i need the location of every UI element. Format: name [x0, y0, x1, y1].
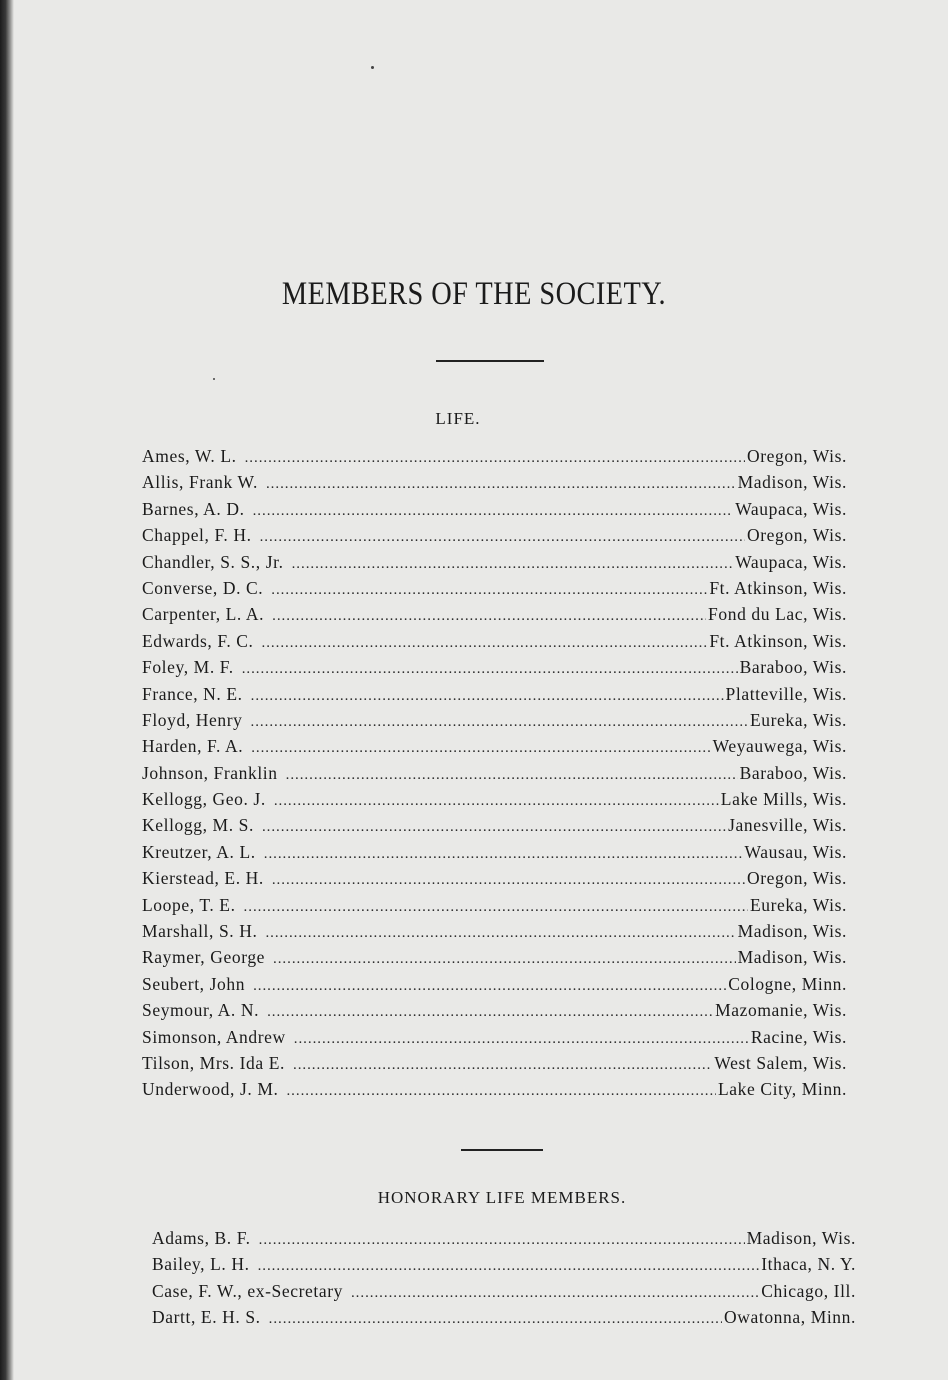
member-entry [142, 789, 847, 815]
dot-leader [264, 846, 743, 863]
member-place: Cologne, Minn. [728, 973, 847, 994]
member-entry [142, 525, 847, 551]
member-name: Loope, T. E. [142, 894, 236, 915]
member-name: Case, F. W., ex-Secretary [152, 1280, 343, 1301]
member-place: Oregon, Wis. [747, 868, 847, 889]
dot-leader [251, 740, 710, 757]
dot-leader [286, 1083, 716, 1100]
member-name: Edwards, F. C. [142, 630, 254, 651]
title-divider [436, 360, 544, 362]
member-entry [142, 815, 847, 841]
member-name: Seubert, John [142, 973, 246, 994]
member-entry [142, 499, 847, 525]
section-divider [461, 1149, 543, 1151]
member-entry [142, 578, 847, 604]
member-name: Kellogg, M. S. [142, 815, 254, 836]
member-name: Raymer, George [142, 947, 266, 968]
dot-leader [260, 529, 745, 546]
member-place: West Salem, Wis. [714, 1052, 847, 1073]
dot-leader [242, 661, 738, 678]
member-place: Baraboo, Wis. [739, 657, 847, 678]
member-place: Madison, Wis. [746, 1228, 856, 1248]
member-place: Madison, Wis. [737, 921, 847, 942]
member-place: Oregon, Wis. [747, 446, 847, 466]
dot-leader [269, 1311, 722, 1328]
member-name: Kierstead, E. H. [142, 868, 264, 889]
member-entry [142, 710, 847, 736]
dot-leader [244, 899, 748, 916]
print-speck [213, 378, 215, 380]
member-entry [142, 868, 847, 894]
dot-leader [272, 872, 745, 889]
dot-leader [267, 1004, 713, 1021]
member-entry [142, 684, 847, 710]
member-entry [142, 472, 847, 498]
dot-leader [294, 1031, 749, 1048]
member-entry [142, 446, 847, 472]
member-name: Underwood, J. M. [142, 1079, 279, 1100]
dot-leader [245, 450, 745, 467]
member-name: Marshall, S. H. [142, 921, 258, 942]
member-place: Lake Mills, Wis. [720, 789, 847, 810]
dot-leader [273, 951, 736, 968]
dot-leader [265, 925, 735, 942]
member-place: Eureka, Wis. [749, 709, 847, 730]
dot-leader [259, 1232, 745, 1249]
member-name: Chandler, S. S., Jr. [142, 551, 284, 572]
member-place: Ft. Atkinson, Wis. [709, 630, 847, 651]
member-place: Mazomanie, Wis. [715, 1000, 847, 1021]
dot-leader [251, 714, 748, 731]
member-entry [142, 895, 847, 921]
member-name: Converse, D. C. [142, 577, 264, 598]
member-name: Ames, W. L. [142, 446, 237, 466]
member-entry [142, 552, 847, 578]
member-entry [142, 974, 847, 1000]
member-place: Fond du Lac, Wis. [708, 604, 847, 625]
dot-leader [251, 688, 724, 705]
member-name: Johnson, Franklin [142, 762, 278, 783]
member-name: Allis, Frank W. [142, 472, 258, 493]
dot-leader [266, 476, 736, 493]
dot-leader [286, 767, 738, 784]
dot-leader [262, 635, 708, 652]
member-name: Tilson, Mrs. Ida E. [142, 1052, 285, 1073]
member-place: Madison, Wis. [737, 947, 847, 968]
member-entry [142, 921, 847, 947]
member-name: Kellogg, Geo. J. [142, 789, 266, 810]
member-entry [142, 736, 847, 762]
member-name: Kreutzer, A. L. [142, 841, 256, 862]
member-place: Eureka, Wis. [749, 894, 847, 915]
member-entry [142, 1053, 847, 1079]
member-name: Chappel, F. H. [142, 525, 252, 546]
member-name: Foley, M. F. [142, 657, 234, 678]
member-name: Seymour, A. N. [142, 1000, 260, 1021]
member-entry [142, 604, 847, 630]
section-heading-honorary: HONORARY LIFE MEMBERS. [377, 1188, 627, 1207]
print-speck [371, 66, 374, 69]
section-heading-life: LIFE. [435, 409, 481, 428]
dot-leader [351, 1285, 759, 1302]
member-place: Platteville, Wis. [725, 683, 847, 704]
dot-leader [253, 503, 734, 520]
member-name: Harden, F. A. [142, 736, 244, 757]
member-name: Simonson, Andrew [142, 1026, 286, 1047]
member-place: Racine, Wis. [750, 1026, 847, 1047]
member-place: Ithaca, N. Y. [761, 1254, 856, 1275]
member-entry [152, 1307, 856, 1333]
member-entry [152, 1281, 856, 1307]
honorary-members-list [152, 1228, 856, 1334]
member-place: Oregon, Wis. [747, 525, 847, 546]
member-place: Weyauwega, Wis. [712, 736, 847, 757]
member-name: Bailey, L. H. [152, 1254, 250, 1275]
dot-leader [293, 1057, 712, 1074]
member-entry [142, 947, 847, 973]
member-entry [142, 1027, 847, 1053]
member-place: Ft. Atkinson, Wis. [709, 577, 847, 598]
member-name: Carpenter, L. A. [142, 604, 265, 625]
member-place: Wausau, Wis. [744, 841, 847, 862]
member-entry [142, 631, 847, 657]
page-binding-edge [0, 0, 14, 1380]
dot-leader [274, 793, 719, 810]
member-name: Barnes, A. D. [142, 498, 245, 519]
member-place: Janesville, Wis. [728, 815, 847, 836]
life-members-list [142, 446, 847, 1106]
member-entry [142, 842, 847, 868]
member-place: Baraboo, Wis. [739, 762, 847, 783]
member-entry [142, 657, 847, 683]
member-entry [142, 763, 847, 789]
dot-leader [272, 608, 706, 625]
member-entry [152, 1254, 856, 1280]
dot-leader [271, 582, 707, 599]
dot-leader [292, 556, 734, 573]
page-title: MEMBERS OF THE SOCIETY. [281, 276, 667, 312]
member-place: Waupaca, Wis. [735, 551, 847, 572]
member-name: Adams, B. F. [152, 1228, 251, 1248]
member-place: Lake City, Minn. [717, 1079, 847, 1100]
member-name: France, N. E. [142, 683, 243, 704]
member-name: Dartt, E. H. S. [152, 1307, 261, 1328]
member-entry [142, 1079, 847, 1105]
member-place: Chicago, Ill. [761, 1280, 856, 1301]
dot-leader [262, 819, 726, 836]
dot-leader [258, 1258, 760, 1275]
member-entry [142, 1000, 847, 1026]
member-entry [152, 1228, 856, 1254]
member-place: Waupaca, Wis. [735, 498, 847, 519]
member-place: Madison, Wis. [737, 472, 847, 493]
member-place: Owatonna, Minn. [724, 1307, 856, 1328]
dot-leader [253, 978, 726, 995]
member-name: Floyd, Henry [142, 709, 243, 730]
